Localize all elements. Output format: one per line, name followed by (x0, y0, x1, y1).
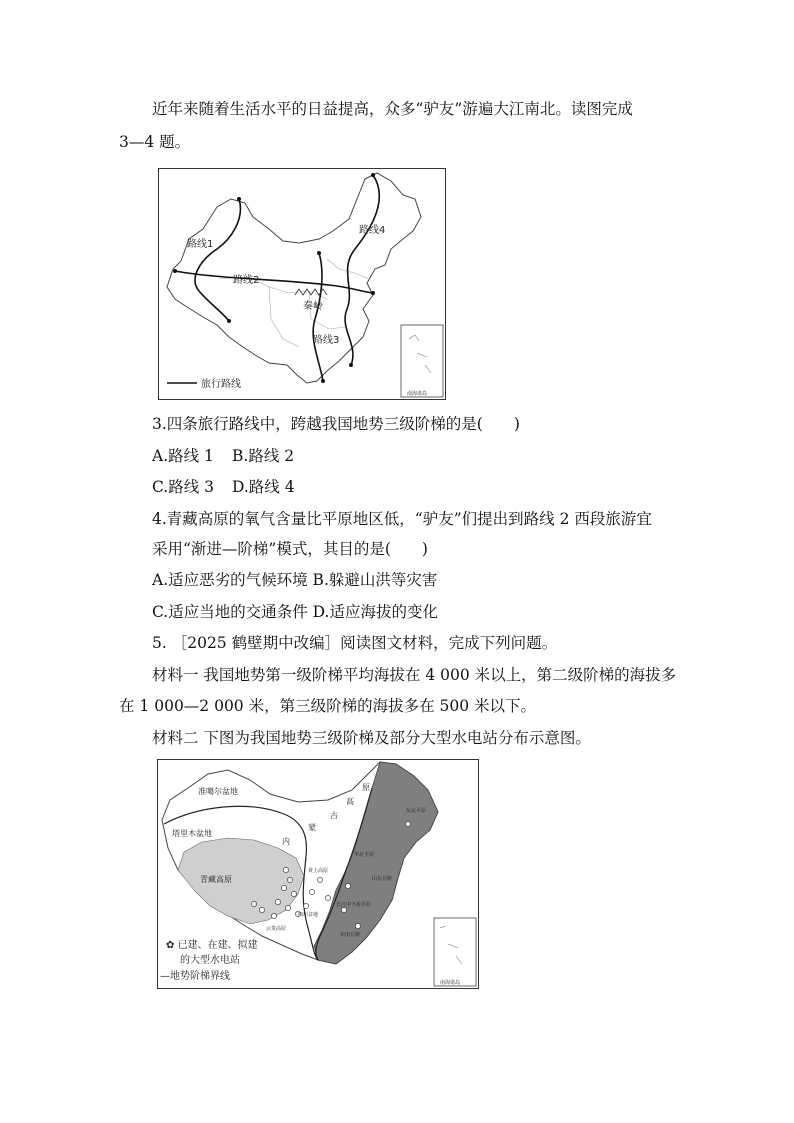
label-southeast-hills: 东南丘陵 (340, 932, 361, 938)
terrain-steps-map (157, 759, 479, 989)
inset-label-2: 南海诸岛 (440, 980, 461, 986)
q4-stem-line-1: 4.青藏高原的氧气含量比平原地区低，“驴友”们提出到路线 2 西段旅游宜 (152, 510, 652, 528)
route-4-label: 路线4 (359, 225, 386, 236)
label-northeast-plain: 东北平原 (406, 808, 427, 814)
q3-option-d: D.路线 4 (232, 478, 295, 496)
label-junggar-basin: 准噶尔盆地 (198, 787, 238, 796)
route-3-label: 路线3 (313, 335, 340, 346)
qinling-label: 秦岭 (303, 301, 323, 312)
route-2-line (175, 271, 373, 293)
legend-station-line-2: 的大型水电站 (180, 955, 240, 966)
q5-material1-line-2: 在 1 000—2 000 米，第三级阶梯的海拔多在 500 米以下。 (119, 697, 537, 715)
q5-stem: 5. ［2025 鹤壁期中改编］阅读图文材料，完成下列问题。 (152, 634, 558, 652)
label-qinghai-tibet-plateau: 青藏高原 (200, 875, 232, 884)
label-shandong-hills: 山东丘陵 (372, 876, 393, 882)
q4-stem-line-2: 采用“渐进—阶梯”模式，其目的是( ) (152, 540, 428, 558)
legend-boundary: —地势阶梯界线 (160, 971, 230, 982)
china-outline (167, 173, 421, 383)
intro-line-1: 近年来随着生活水平的日益提高，众多“驴友”游遍大江南北。读图完成 (152, 100, 633, 118)
route-2-label: 路线2 (233, 275, 260, 286)
travel-route-map (158, 168, 446, 400)
label-gu: 古 (330, 811, 338, 820)
boundary-line-icon: — (160, 971, 170, 982)
q4-options-cd: C.适应当地的交通条件 D.适应海拔的变化 (152, 603, 438, 621)
route-3-line (313, 253, 323, 381)
q3-option-c: C.路线 3 (152, 478, 215, 496)
q3-option-a: A.路线 1 (152, 447, 214, 465)
label-sichuan-basin: 四川盆地 (298, 912, 319, 918)
label-yuan: 原 (362, 783, 370, 792)
route-1-line (195, 199, 240, 321)
q5-material1-line-1: 材料一 我国地势第一级阶梯平均海拔在 4 000 米以上，第二级阶梯的海拔多 (152, 666, 677, 684)
label-meng: 蒙 (308, 823, 316, 832)
inset-label: 南海诸岛 (407, 391, 428, 397)
label-north-china-plain: 华北平原 (354, 852, 375, 858)
q3-option-b: B.路线 2 (232, 447, 295, 465)
legend-station-line-1: ✿ 已建、在建、拟建 (166, 940, 258, 951)
label-loess-plateau: 黄土高原 (308, 868, 329, 874)
label-yangtze-plain: 长江中下游平原 (336, 902, 372, 908)
label-tarim-basin: 塔里木盆地 (172, 829, 212, 838)
station-star-icon: ✿ (166, 940, 175, 951)
label-gao: 高 (346, 797, 354, 806)
route-1-label: 路线1 (187, 239, 214, 250)
q5-material2: 材料二 下图为我国地势三级阶梯及部分大型水电站分布示意图。 (152, 729, 591, 747)
route-legend-label: 旅行路线 (201, 379, 241, 390)
intro-line-2: 3—4 题。 (119, 133, 191, 151)
travel-route-map-svg (159, 169, 445, 399)
q4-options-ab: A.适应恶劣的气候环境 B.躲避山洪等灾害 (152, 571, 438, 589)
label-nei: 内 (282, 837, 290, 846)
south-china-sea-inset (401, 325, 443, 397)
label-yunnan-guizhou-plateau: 云贵高原 (266, 926, 287, 932)
q3-stem: 3.四条旅行路线中，跨越我国地势三级阶梯的是( ) (152, 415, 520, 433)
